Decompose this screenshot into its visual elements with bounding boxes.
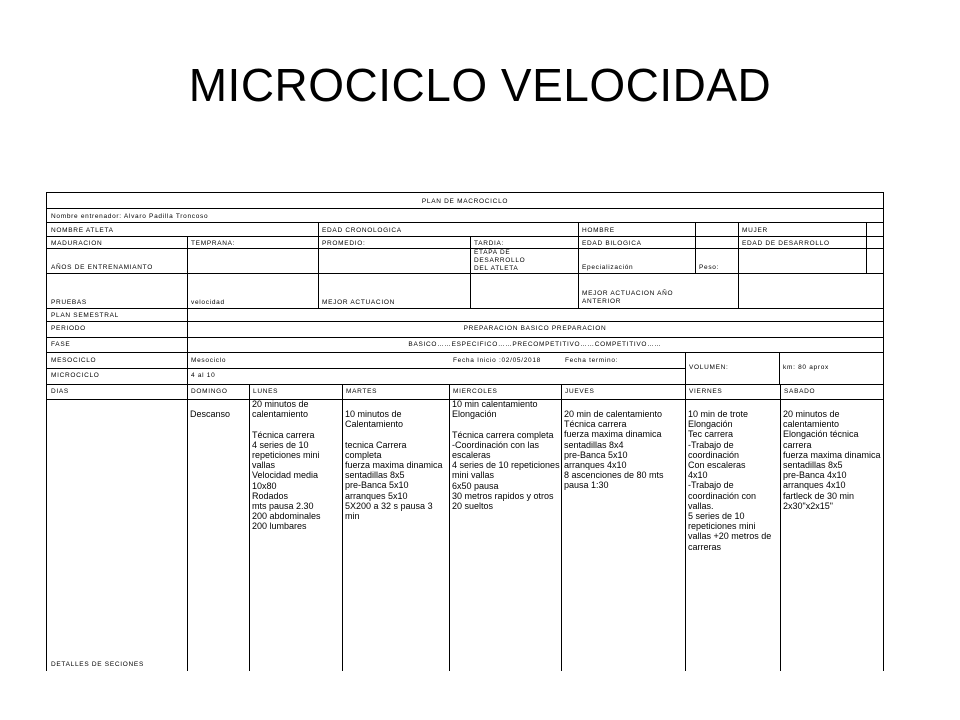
day-header: SABADO xyxy=(784,388,816,395)
start-date: Fecha Inicio :02/05/2018 xyxy=(453,357,541,364)
col-divider xyxy=(685,352,686,671)
session-friday: 10 min de trote Elongación Tec carrera -Trabajo de coordinación Con escaleras 4x10 -Trabajo de coordinación con vallas. 5 series de 10 repeticiones mini vallas +20 metros de carreras xyxy=(688,409,772,552)
col-divider xyxy=(779,352,780,384)
maturation-average: PROMEDIO: xyxy=(322,240,366,247)
microcycle-label: MICROCICLO xyxy=(51,372,100,379)
row-divider xyxy=(47,222,883,223)
gender-female-label: MUJER xyxy=(742,227,768,234)
col-divider xyxy=(866,222,867,273)
microcycle-plan-sheet xyxy=(46,192,884,671)
coach-name: Nombre entrenador: Alvaro Padilla Troncoso xyxy=(51,213,209,220)
row-divider xyxy=(47,321,883,322)
col-divider xyxy=(780,384,781,671)
col-divider xyxy=(449,384,450,671)
col-divider xyxy=(318,222,319,308)
row-divider xyxy=(47,308,883,309)
period-value: PREPARACION BASICO PREPARACION xyxy=(463,325,607,332)
volume-value: km: 80 aprox xyxy=(783,364,829,371)
day-header: DOMINGO xyxy=(191,388,228,395)
col-divider xyxy=(695,222,696,273)
row-divider xyxy=(47,337,883,338)
microcycle-value: 4 al 10 xyxy=(191,372,216,379)
volume-label: VOLUMEN: xyxy=(689,364,729,371)
row-divider xyxy=(47,352,883,353)
session-wednesday: 10 min calentamiento Elongación Técnica carrera completa -Coordinación con las escaleras 4 series de 10 repeticiones mini vallas 6x50 pausa 30 metros rapidos y otros 20 sueltos xyxy=(452,399,560,512)
col-divider xyxy=(187,308,188,671)
tests-label: PRUEBAS xyxy=(51,299,87,306)
maturation-label: MADURACION xyxy=(51,240,103,247)
best-performance-label: MEJOR ACTUACION xyxy=(322,299,395,306)
semester-plan-label: PLAN SEMESTRAL xyxy=(51,312,119,319)
end-date: Fecha termino: xyxy=(565,357,619,364)
biological-age-label: EDAD BILOGICA xyxy=(582,240,642,247)
chronological-age-label: EDAD CRONOLOGICA xyxy=(322,227,402,234)
mesocycle-label: MESOCICLO xyxy=(51,357,97,364)
development-age-label: EDAD DE DESARROLLO xyxy=(742,240,830,247)
maturation-early: TEMPRANA: xyxy=(191,240,236,247)
session-saturday: 20 minutos de calentamiento Elongación técnica carrera fuerza maxima dinamica sentadillas 8x5 pre-Banca 4x10 arranques 4x10 fartleck de 30 min 2x30"x2x15" xyxy=(783,409,881,511)
day-header: VIERNES xyxy=(689,388,723,395)
phase-label: FASE xyxy=(51,341,71,348)
days-label: DIAS xyxy=(51,388,69,395)
day-header: MIERCOLES xyxy=(453,388,498,395)
mesocycle-value: Mesociclo xyxy=(191,357,227,364)
row-divider xyxy=(47,384,883,385)
day-header: JUEVES xyxy=(565,388,595,395)
row-divider xyxy=(47,368,685,369)
gender-male-label: HOMBRE xyxy=(582,227,615,234)
plan-heading: PLAN DE MACROCICLO xyxy=(421,198,509,205)
specialization-label: Epecialización xyxy=(582,264,634,271)
col-divider xyxy=(738,222,739,308)
tests-value: velocidad xyxy=(191,299,225,306)
period-label: PERIODO xyxy=(51,325,86,332)
col-divider xyxy=(561,384,562,671)
session-monday: 20 minutos de calentamiento Técnica carrera 4 series de 10 repeticiones mini vallas Velocidad media 10x80 Rodados mts pausa 2.30 200 abdominales 200 lumbares xyxy=(252,399,321,532)
day-header: MARTES xyxy=(346,388,378,395)
session-tuesday: 10 minutos de Calentamiento tecnica Carrera completa fuerza maxima dinamica sentadillas 8x5 pre-Banca 5x10 arranques 5x10 5X200 a 32 s pausa 3 min xyxy=(345,409,443,522)
session-details-label: DETALLES DE SECIONES xyxy=(51,661,144,668)
row-divider xyxy=(47,208,883,209)
athlete-name-label: NOMBRE ATLETA xyxy=(51,227,114,234)
col-divider xyxy=(342,384,343,671)
row-divider xyxy=(47,236,883,237)
col-divider xyxy=(578,222,579,308)
phase-value: BASICO……ESPECIFICO……PRECOMPETITIVO……COMPETITIVO…… xyxy=(408,341,662,348)
row-divider xyxy=(47,248,883,249)
col-divider xyxy=(187,236,188,308)
session-thursday: 20 min de calentamiento Técnica carrera fuerza maxima dinamica sentadillas 8x4 pre-Banca 5x10 arranques 4x10 8 ascenciones de 80 mts pausa 1:30 xyxy=(564,409,664,491)
maturation-late: TARDIA: xyxy=(474,240,505,247)
col-divider xyxy=(249,384,250,671)
col-divider xyxy=(470,236,471,308)
development-stage-label: ETAPA DE DESARROLLO DEL ATLETA xyxy=(474,249,526,272)
training-years-label: AÑOS DE ENTRENAMIANTO xyxy=(51,264,153,271)
row-divider xyxy=(47,273,883,274)
session-sunday: Descanso xyxy=(190,409,231,419)
day-header: LUNES xyxy=(253,388,279,395)
best-previous-year-label: MEJOR ACTUACION AÑO ANTERIOR xyxy=(582,290,674,305)
slide-title: MICROCICLO VELOCIDAD xyxy=(188,59,772,111)
weight-label: Peso: xyxy=(699,264,720,271)
